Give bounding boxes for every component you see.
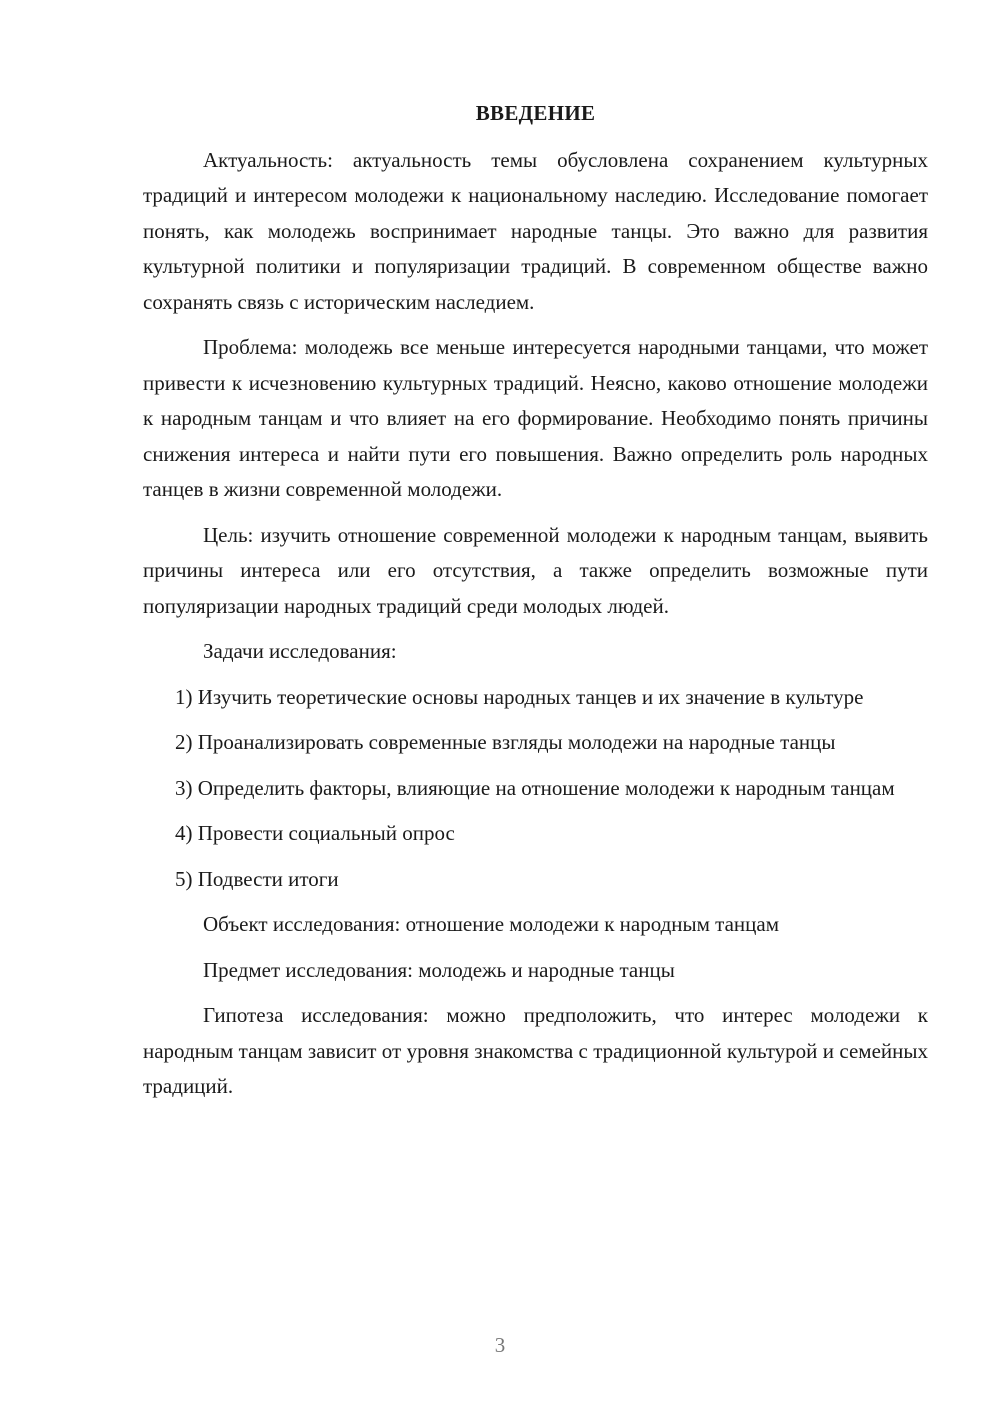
task-item-5: 5) Подвести итоги: [175, 866, 339, 891]
paragraph-goal: Цель: изучить отношение современной молодежи к народным танцам, выявить причины интереса или его отсутствия, а также определить возможные пути популяризации народных традиций среди молодых людей.: [143, 522, 928, 618]
task-item-3: 3) Определить факторы, влияющие на отношение молодежи к народным танцам: [175, 775, 895, 800]
paragraph-relevance: Актуальность: актуальность темы обусловлена сохранением культурных традиций и интересом молодежи к национальному наследию. Исследование помогает понять, как молодежь воспринимает народные танцы. Это важно для развития культурной политики и популяризации традиций. В современном обществе важно сохранять связь с историческим наследием.: [143, 147, 928, 314]
task-item-2: 2) Проанализировать современные взгляды молодежи на народные танцы: [175, 730, 836, 754]
task-item-1: 1) Изучить теоретические основы народных танцев и их значение в культуре: [175, 684, 864, 709]
paragraph-problem: Проблема: молодежь все меньше интересуется народными танцами, что может привести к исчезновению культурных традиций. Неясно, каково отношение молодежи к народным танцам и что влияет на его формирование. Необходимо понять причины снижения интереса и найти пути его повышения. Важно определить роль народных танцев в жизни современной молодежи.: [143, 335, 928, 501]
page-content: [143, 96, 928, 1115]
paragraph-object: Объект исследования: отношение молодежи к народным танцам: [203, 912, 780, 936]
page-title: ВВЕДЕНИЕ: [475, 101, 596, 125]
task-item-4: 4) Провести социальный опрос: [175, 821, 455, 845]
page-number: 3: [494, 1333, 506, 1357]
tasks-heading: Задачи исследования:: [203, 639, 397, 663]
paragraph-hypothesis: Гипотеза исследования: можно предположить, что интерес молодежи к народным танцам зависит от уровня знакомства с традиционной культурой и семейных традиций.: [143, 1003, 928, 1098]
paragraph-subject: Предмет исследования: молодежь и народные танцы: [203, 957, 675, 982]
